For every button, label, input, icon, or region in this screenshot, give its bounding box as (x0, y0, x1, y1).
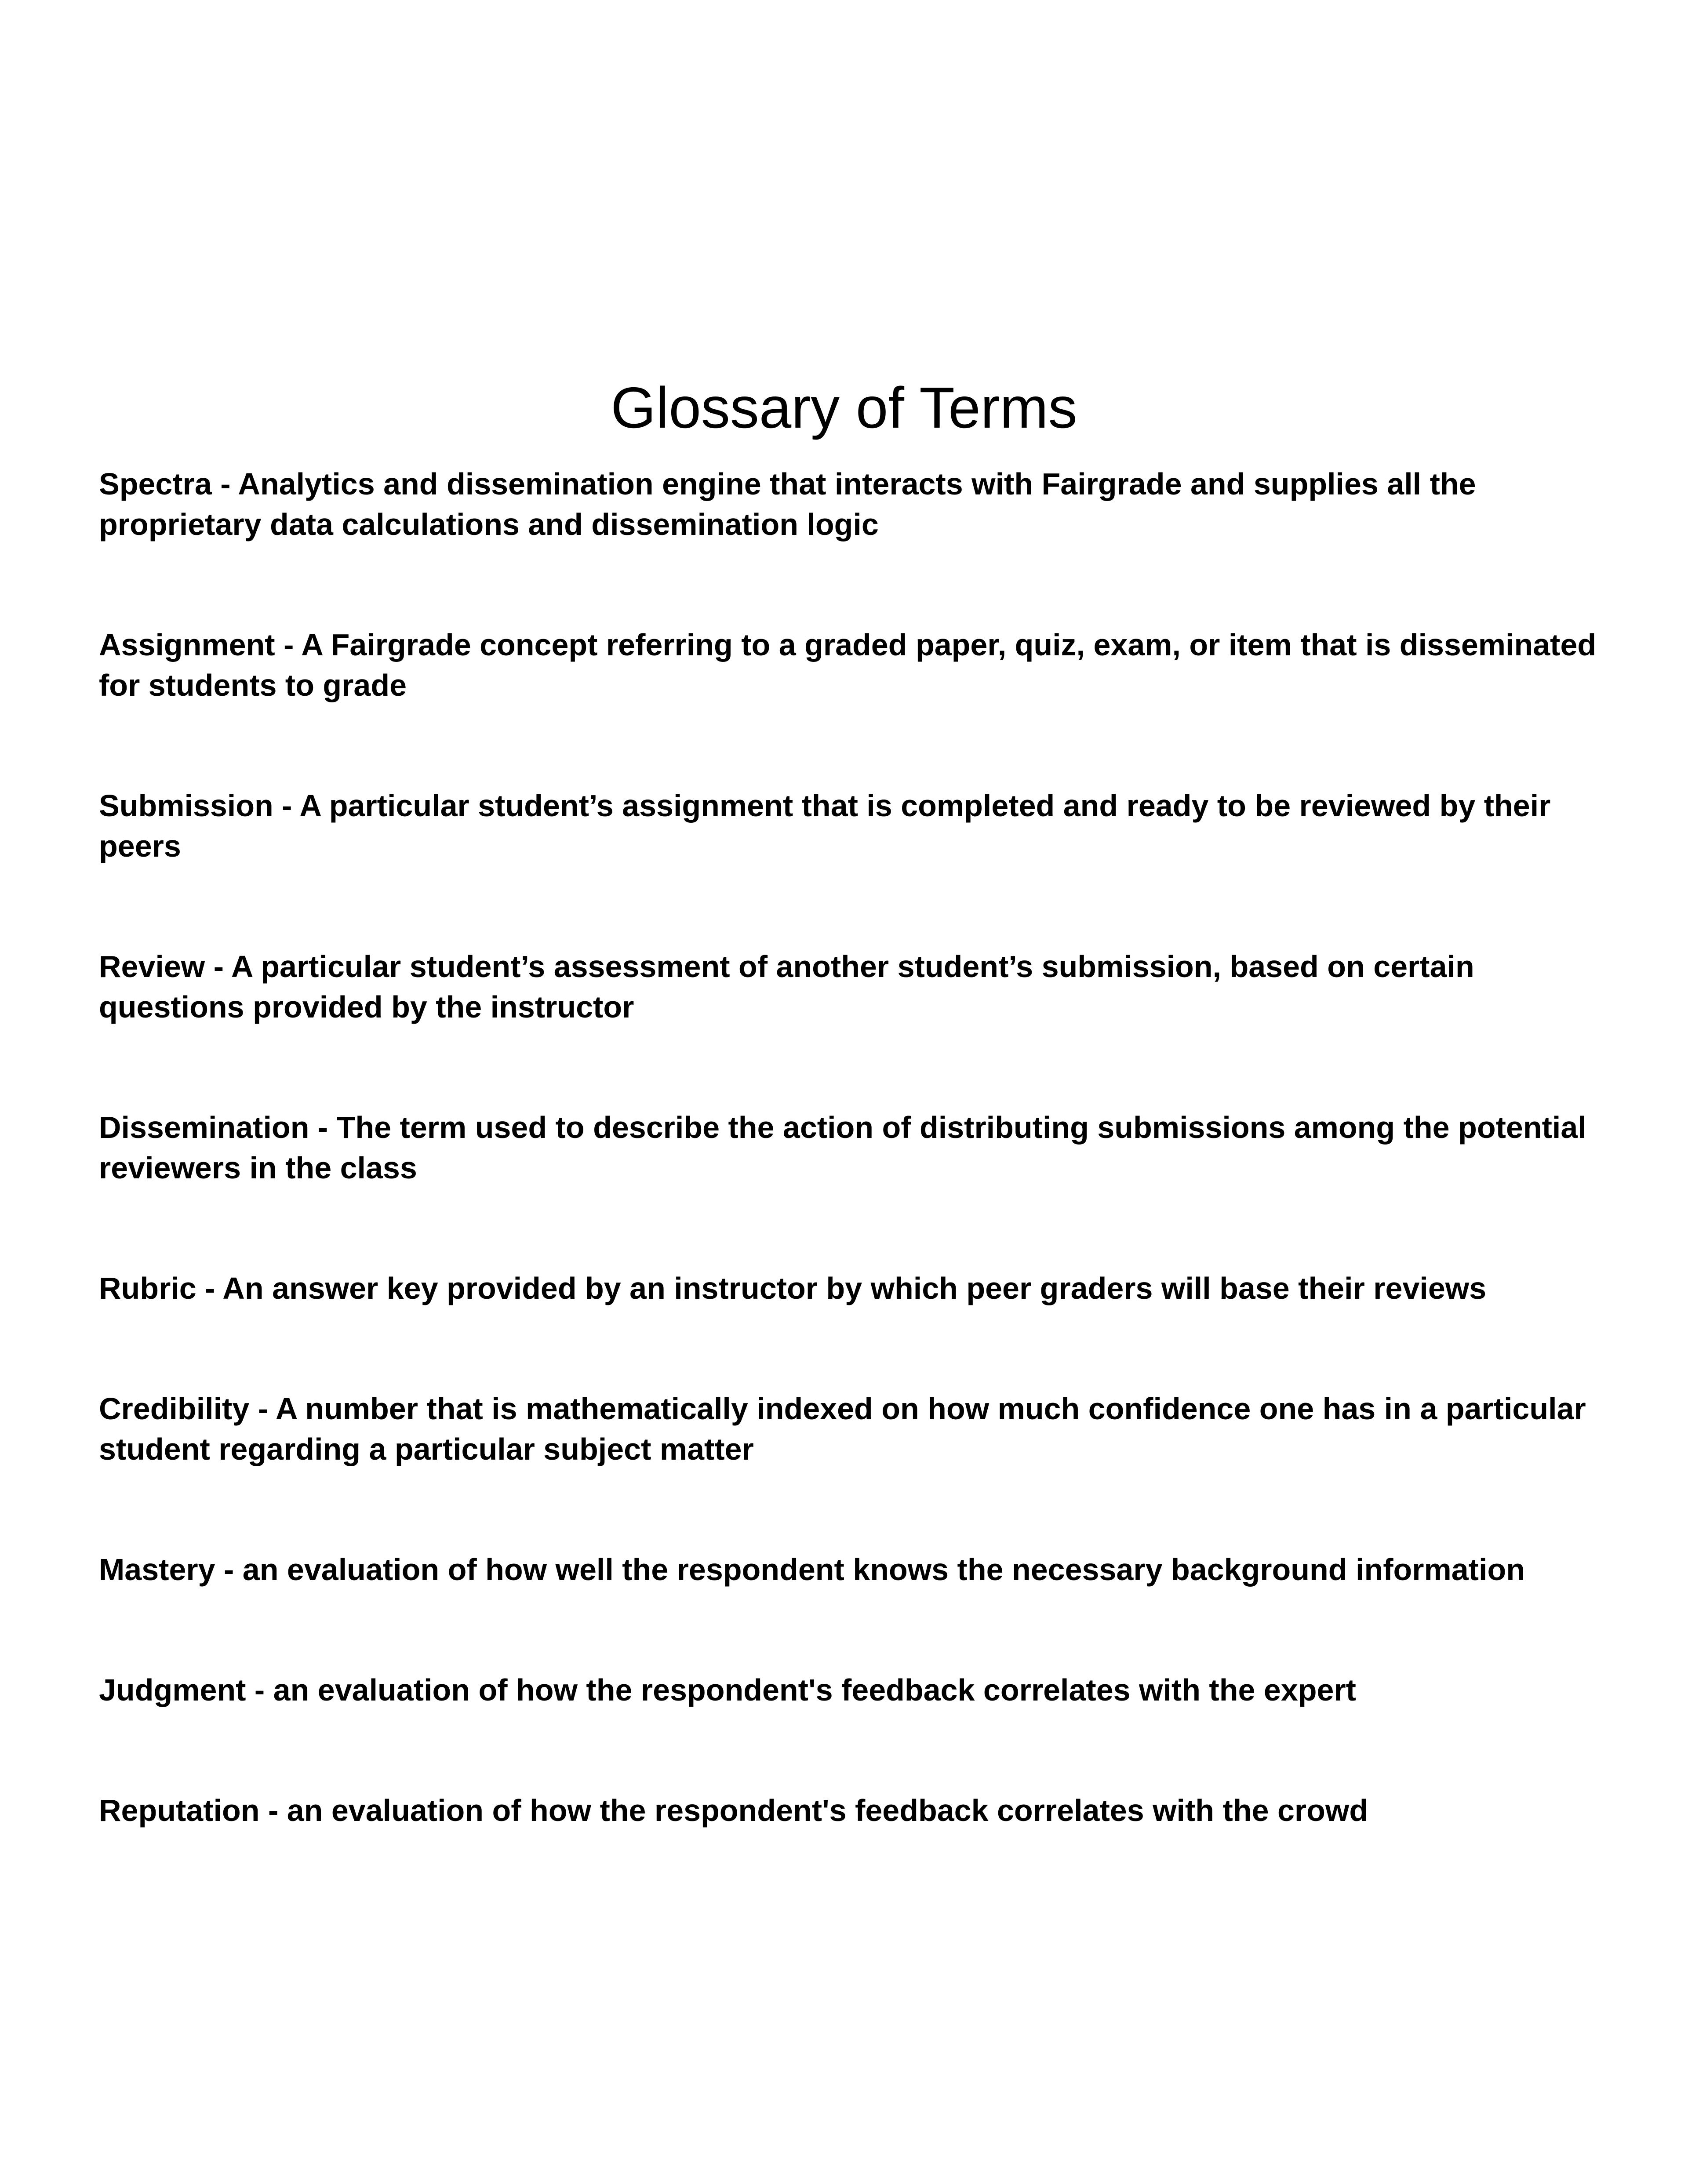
glossary-entry-review: Review - A particular student’s assessment of another student’s submission, based on certain questions provided by the instructor (99, 949, 1474, 1024)
page-title: Glossary of Terms (611, 375, 1077, 440)
glossary-entry-reputation: Reputation - an evaluation of how the respondent's feedback correlates with the crowd (99, 1793, 1368, 1828)
glossary-entry-submission: Submission - A particular student’s assignment that is completed and ready to be reviewed by their peers (99, 789, 1551, 863)
glossary-entry-dissemination: Dissemination - The term used to describe the action of distributing submissions among the potential reviewers in the class (99, 1110, 1586, 1185)
glossary-entry-credibility: Credibility - A number that is mathematically indexed on how much confidence one has in a particular student regarding a particular subject matter (99, 1392, 1586, 1466)
glossary-entry-judgment: Judgment - an evaluation of how the respondent's feedback correlates with the expert (99, 1673, 1356, 1707)
glossary-entry-rubric: Rubric - An answer key provided by an instructor by which peer graders will base their reviews (99, 1271, 1487, 1305)
glossary-list (99, 464, 1607, 1911)
glossary-entry-mastery: Mastery - an evaluation of how well the respondent knows the necessary background information (99, 1552, 1525, 1587)
glossary-entry-assignment: Assignment - A Fairgrade concept referring to a graded paper, quiz, exam, or item that is disseminated for students to grade (99, 628, 1597, 702)
glossary-entry-spectra: Spectra - Analytics and dissemination engine that interacts with Fairgrade and supplies all the proprietary data calculations and dissemination logic (99, 467, 1476, 541)
